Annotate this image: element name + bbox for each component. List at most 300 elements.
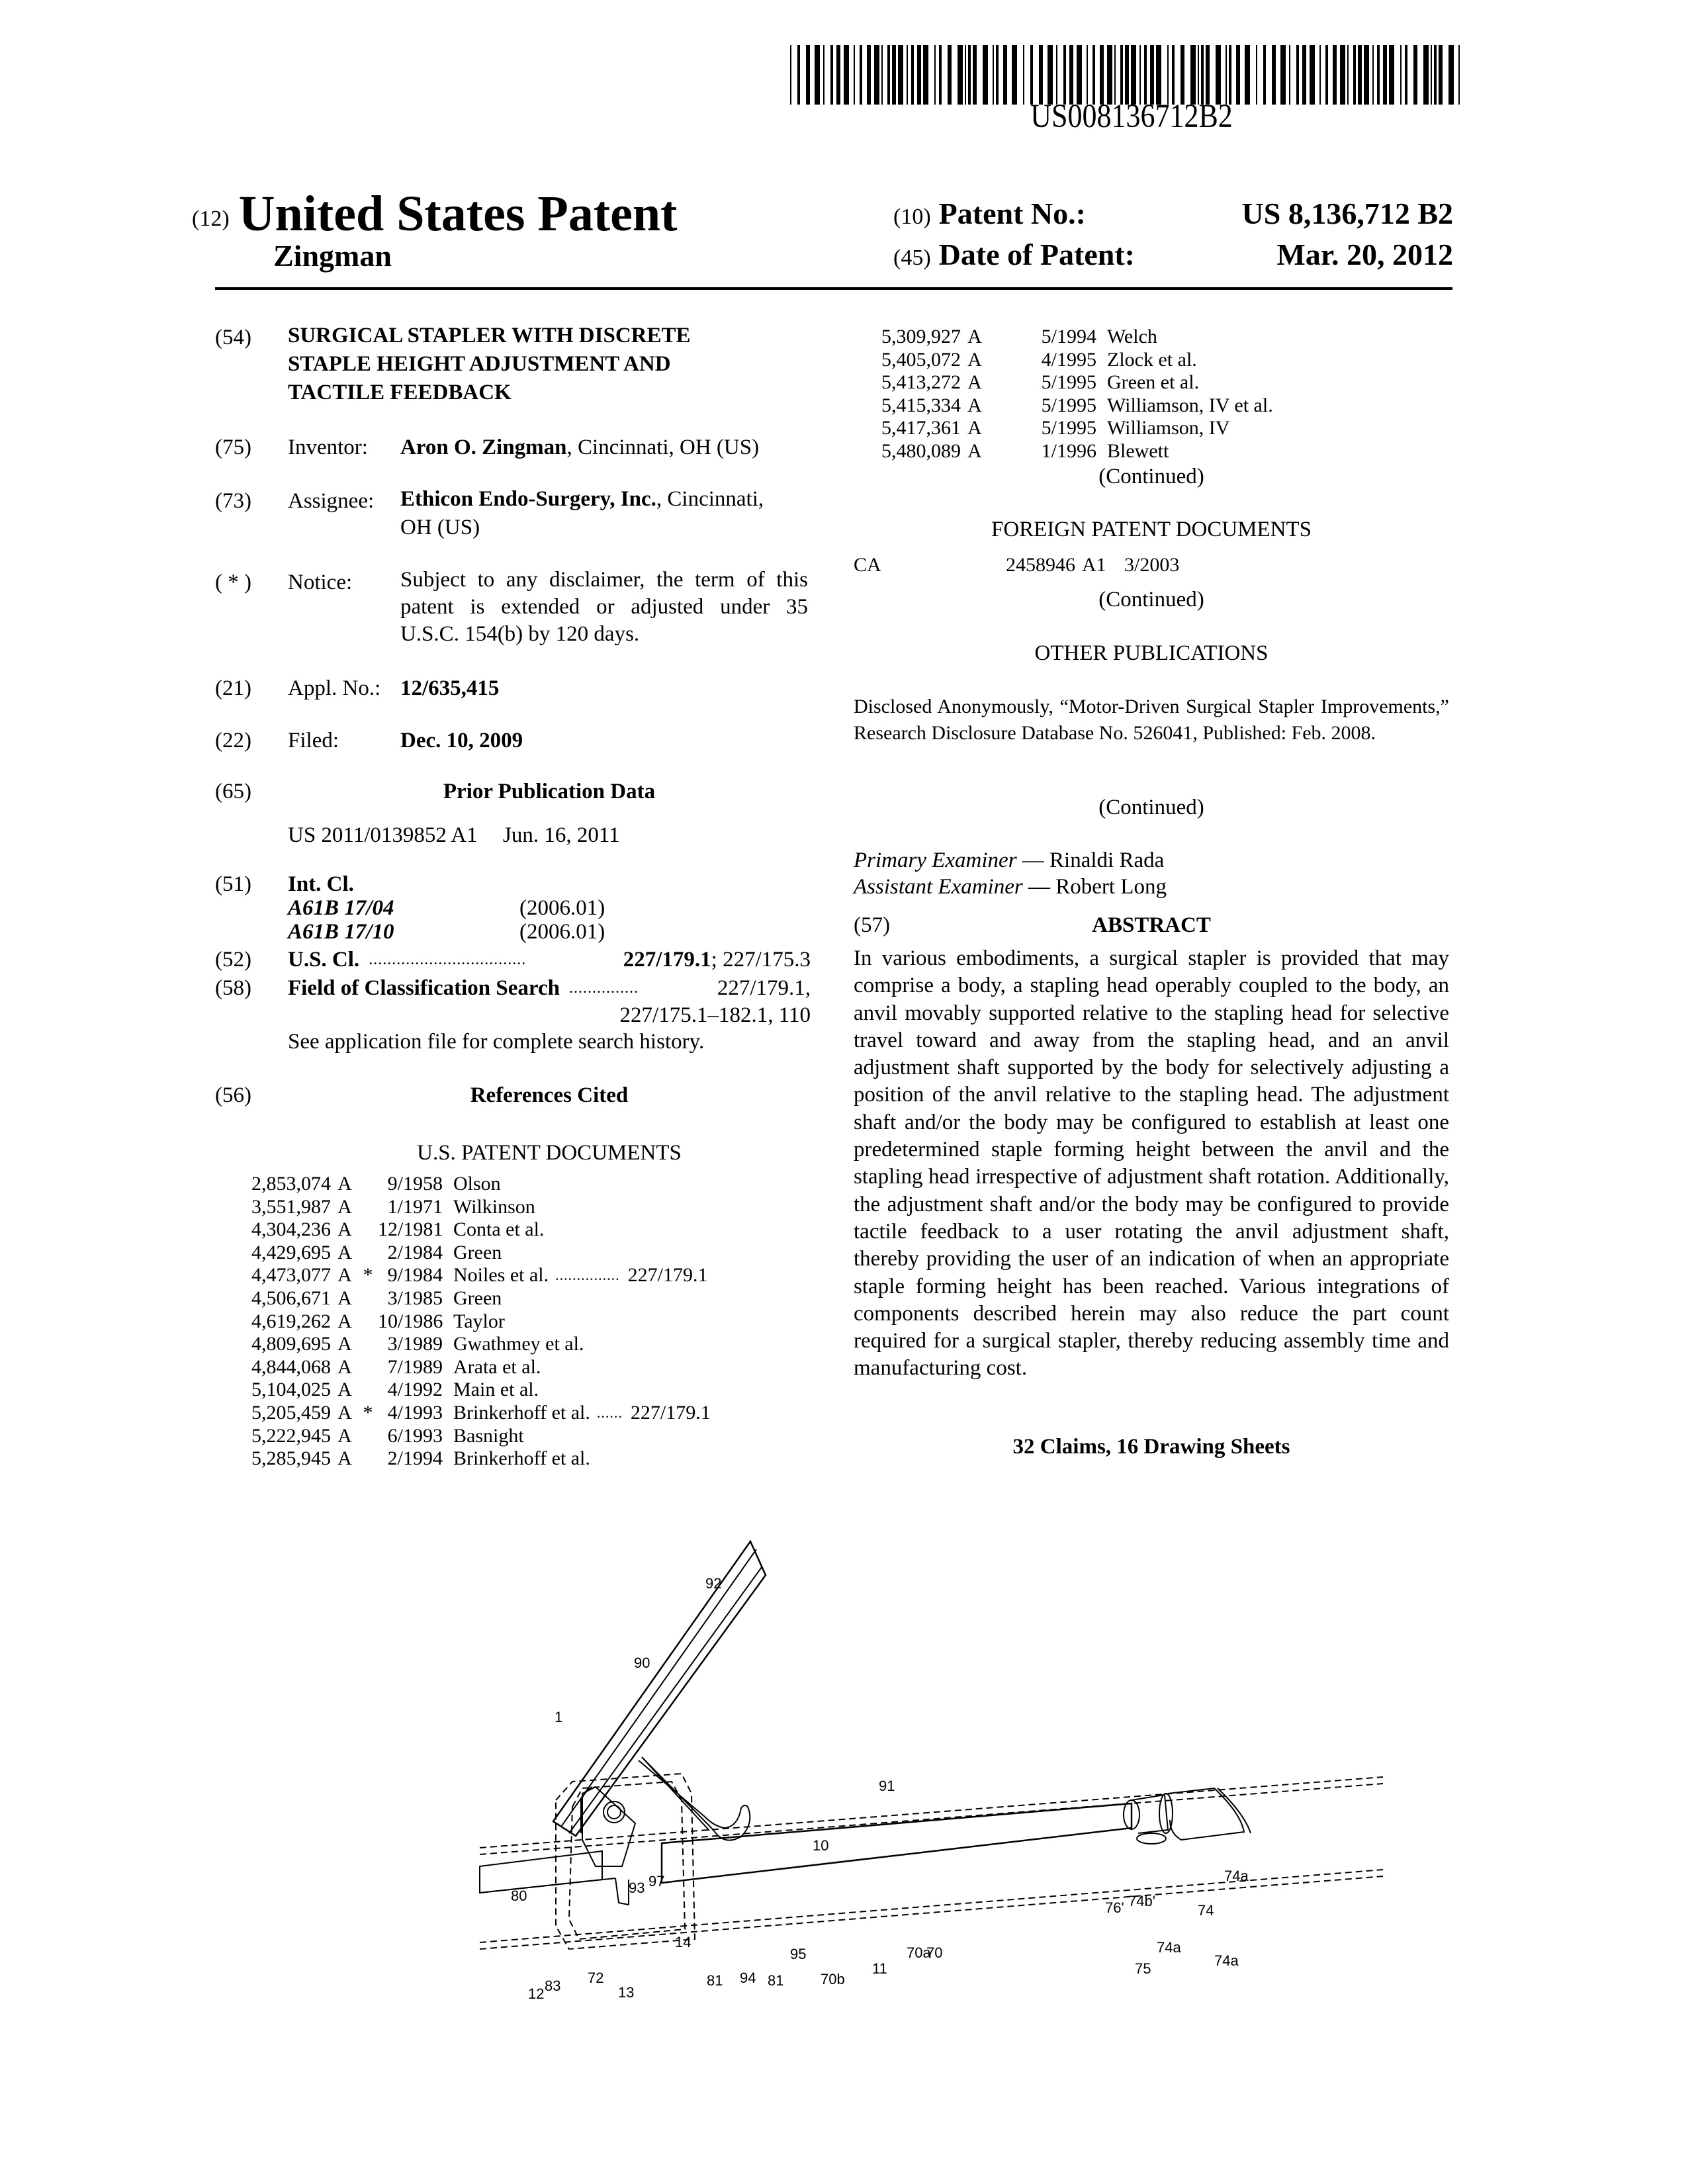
barcode-bar [1107,45,1112,105]
patent-number: 3,551,987 [251,1195,331,1218]
inventor-surname: Zingman [273,239,392,273]
barcode-bar [996,45,999,105]
inid-code: (75) [215,435,251,459]
field-search-label: Field of Classification Search [288,976,560,1000]
barcode-bar [1439,45,1443,105]
kind-code: A [337,1264,352,1287]
barcode-bar [1245,45,1250,105]
application-number-section [215,675,499,702]
barcode-bar [790,45,791,105]
barcode-bar [1383,45,1387,105]
us-patent-documents-list-continued [881,326,1273,463]
reference-numeral: 83 [545,1978,561,1994]
reference-row [251,1242,711,1265]
notice-section [215,569,808,648]
assistant-examiner-name: — Robert Long [1022,875,1167,899]
primary-examiner-name: — Rinaldi Rada [1016,848,1165,872]
reference-date: 1/1971 [387,1195,443,1218]
document-type-title [192,185,677,243]
barcode-bar [958,45,963,105]
inventor-label: Inventor: [288,435,368,459]
reference-inventor: Arata et al. [453,1355,541,1378]
barcode-bar [1181,45,1184,105]
title-line: TACTILE FEEDBACK [288,381,512,404]
barcode-bar [1048,45,1053,105]
spacer [988,371,1032,394]
spacer [988,417,1032,440]
reference-numeral: 70 [926,1944,943,1961]
reference-numeral: 93 [629,1880,645,1896]
abstract-heading: ABSTRACT [1092,913,1211,937]
reference-inventor: Blewett [1107,439,1169,462]
reference-numeral: 92 [705,1575,722,1592]
reference-inventor: Conta et al. [453,1218,545,1241]
kind-code: A [337,1379,352,1401]
reference-date: 5/1994 [1041,326,1096,347]
cited-by-examiner-mark [358,1447,378,1471]
us-docs-heading: U.S. PATENT DOCUMENTS [417,1141,682,1165]
reference-date: 7/1989 [387,1355,443,1378]
inid-code: (52) [215,948,251,972]
barcode-bar [965,45,966,105]
barcode-bar [887,45,890,105]
reference-row [251,1356,711,1379]
stapler-figure [463,1522,1443,2091]
int-cl-label: Int. Cl. [288,872,354,896]
reference-inventor: Welch [1107,326,1157,347]
barcode-bar [1319,45,1321,105]
barcode-bar [973,45,977,105]
prior-publication-section [215,778,811,805]
reference-class: 227/179.1 [627,1264,708,1287]
lever [581,1757,750,1841]
inid-code: (10) [893,205,931,229]
kind-code: A [967,439,982,462]
barcode-bar [1190,45,1196,105]
prior-publication-number: US 2011/0139852 A1 [288,823,478,847]
kind-code: A [967,371,982,394]
barcode-bar [968,45,971,105]
barcode-bar [1372,45,1374,105]
reference-numeral: 12 [528,1985,545,2002]
barcode-bar [823,45,825,105]
reference-numeral: 95 [790,1946,807,1962]
assignee-name: Ethicon Endo-Surgery, Inc. [400,487,656,511]
reference-numeral: 1 [555,1709,563,1725]
kind-code: A [337,1195,352,1218]
inventor-location: , Cincinnati, OH (US) [566,435,760,459]
patent-number: 5,417,361 [881,417,961,439]
barcode-bar [1198,45,1199,105]
inid-code: (21) [215,676,251,700]
barcode-bar [1114,45,1116,105]
reference-inventor: Zlock et al. [1107,348,1197,371]
barcode-bar [1131,45,1136,105]
reference-row [251,1379,711,1402]
title-text: United States Patent [238,186,678,242]
kind-code: A [337,1173,352,1195]
search-history-note: See application file for complete search history. [288,1030,705,1054]
continued-note[interactable]: (Continued) [1098,588,1204,612]
barcode-bar [1236,45,1240,105]
patent-number: 5,285,945 [251,1447,331,1470]
other-publication: Disclosed Anonymously, “Motor-Driven Surgical Stapler Improvements,” Research Disclosure Database No. 526041, Published: Feb. 2008. [854,696,1449,744]
reference-date: 1/1996 [1041,439,1096,462]
reference-inventor: Williamson, IV [1107,417,1230,439]
int-cl-code: A61B 17/10 [288,920,394,944]
cited-by-examiner-mark [358,1173,378,1196]
reference-inventor: Basnight [453,1424,524,1447]
reference-numeral: 91 [879,1778,895,1794]
field-search-section [215,975,811,1002]
anvil-shaft [480,1851,629,1905]
reference-row [251,1310,711,1334]
barcode-bar [1201,45,1204,105]
reference-date: 4/1995 [1041,348,1096,371]
pivot-pin [582,1787,635,1866]
barcode-bar [1229,45,1231,105]
reference-date: 9/1958 [387,1173,443,1195]
kind-code: A [337,1333,352,1355]
barcode-bar [1263,45,1266,105]
barcode-bar [907,45,908,105]
reference-inventor: Williamson, IV et al. [1107,394,1273,416]
patent-number: 2,853,074 [251,1173,331,1195]
reference-date: 6/1993 [387,1424,443,1447]
title-line: SURGICAL STAPLER WITH DISCRETE [288,324,691,347]
reference-row [881,371,1273,394]
reference-inventor: Noiles et al. [453,1264,549,1287]
reference-date: 5/1995 [1041,394,1096,416]
reference-date: 2/1994 [387,1447,443,1470]
foreign-doc-row [854,553,1449,578]
barcode-bar [1272,45,1276,105]
reference-inventor: Brinkerhoff et al. [453,1401,590,1424]
barcode-bar [1358,45,1362,105]
barcode-bar [874,45,879,105]
inid-code: (54) [215,326,251,349]
barcode-bar [917,45,921,105]
barcode-bar [830,45,833,105]
reference-date: 5/1995 [1041,417,1096,439]
reference-numeral: 90 [634,1655,650,1671]
foreign-country: CA [854,554,881,576]
barcode-bar [1353,45,1356,105]
other-publications-heading: OTHER PUBLICATIONS [1034,641,1269,665]
leader-dots: ...... [596,1404,623,1421]
patent-drawing [463,1522,1443,2091]
reference-date: 4/1993 [387,1401,443,1424]
assignee-location: OH (US) [400,516,480,539]
filed-label: Filed: [288,729,339,752]
barcode-bar [1280,45,1286,105]
kind-code: A [967,326,982,347]
reference-numeral: 97 [648,1873,665,1889]
leader-dots: .................................. [369,951,527,969]
barcode-bar [1364,45,1369,105]
barcode-bar [1302,45,1306,105]
patent-number: 5,309,927 [881,326,961,347]
kind-code: A [337,1287,352,1309]
barcode-bar [948,45,952,105]
barcode-bar [1289,45,1290,105]
barcode-bar [1434,45,1437,105]
primary-examiner-label: Primary Examiner [854,848,1017,872]
spacer [988,440,1032,463]
barcode-bar [815,45,820,105]
barcode-bar [867,45,871,105]
kind-code: A [337,1447,352,1470]
inid-code: ( * ) [215,570,251,594]
patent-number: 4,619,262 [251,1310,331,1332]
filed-section [215,727,523,754]
patent-number: 4,506,671 [251,1287,331,1309]
date-row [893,237,1453,272]
reference-numeral: 74b' [1128,1893,1155,1909]
foreign-kind: A1 [1082,554,1106,576]
barcode-bar [854,45,855,105]
appl-label: Appl. No.: [288,676,381,700]
int-cl-version: (2006.01) [519,896,605,920]
barcode-text: US008136712B2 [1030,97,1233,135]
notice-label: Notice: [288,570,353,594]
reference-numeral: 74 [1198,1902,1214,1919]
barcode-bar [806,45,810,105]
reference-row [251,1425,711,1448]
reference-date: 5/1995 [1041,371,1096,394]
barcode-bar [993,45,994,105]
reference-numeral: 81 [707,1972,723,1989]
cited-by-examiner-mark [358,1242,378,1265]
inventor-section [215,434,759,461]
field-search-value: 227/179.1, [717,976,811,1000]
barcode-bar [1389,45,1394,105]
foreign-docs-heading: FOREIGN PATENT DOCUMENTS [991,518,1312,541]
notice-line: patent is extended or adjusted under 35 [400,595,808,619]
reference-numeral: 74a [1214,1952,1239,1969]
barcode-bar [1400,45,1402,105]
barcode-bar [1023,45,1024,105]
int-cl-version: (2006.01) [519,920,605,944]
barcode-bar [1144,45,1147,105]
field-search-note [288,1028,704,1056]
kind-code: A [967,348,982,371]
barcode-bar [1449,45,1454,105]
references-heading: References Cited [470,1083,629,1107]
prior-publication-heading: Prior Publication Data [443,780,656,803]
us-cl-primary: 227/179.1 [623,948,711,972]
barcode-bar [1226,45,1227,105]
inid-code: (12) [192,206,230,231]
reference-numeral: 11 [872,1960,887,1977]
cited-by-examiner-mark [358,1333,378,1356]
continued-note[interactable]: (Continued) [1098,465,1204,488]
appl-number: 12/635,415 [400,676,500,700]
barcode-bar [1216,45,1221,105]
reference-row [881,326,1273,349]
barcode-bar [1325,45,1328,105]
reference-row [881,440,1273,463]
reference-row [881,394,1273,418]
barcode-bar [1030,45,1033,105]
cited-by-examiner-mark [358,1196,378,1219]
barcode-bar [1296,45,1299,105]
patent-number-label: Patent No.: [938,197,1086,230]
barcode-bar [1167,45,1169,105]
abstract-text: In various embodiments, a surgical stapler is provided that may comprise a body, a stapling head operably coupled to the body, an anvil movably supported relative to the stapling head for selective travel toward and away from the stapling head, and an anvil adjustment shaft supported by the body for selectively adjusting a position of the anvil relative to the stapling head. The adjustment shaft and/or the body may be configured to establish at least one predetermined staple forming height between the anvil and the stapling head irrespective of adjustment shaft rotation. Additionally, the adjustment shaft and/or the body may be configured to provide tactile feedback to a user rotating the anvil adjustment shaft, thereby providing the user of an indication of when an appropriate staple forming height has been reached. Various integrations of components described herein may also reduce the part count required for a surgical stapler, thereby reducing assembly time and manufacturing cost. [854,946,1449,1381]
reference-numeral: 76' [1105,1899,1124,1916]
reference-date: 9/1984 [387,1264,443,1287]
barcode-bar [983,45,988,105]
leader-dots: ............... [555,1267,620,1284]
prior-publication-date: Jun. 16, 2011 [503,823,620,847]
reference-row [251,1333,711,1356]
barcode-bar [1431,45,1432,105]
inventor-name: Aron O. Zingman [400,435,567,459]
barcode-bar [1003,45,1007,105]
reference-numeral: 70b [821,1971,845,1987]
reference-numeral: 75 [1135,1960,1151,1977]
us-patent-documents-list [251,1173,711,1471]
reference-inventor: Taylor [453,1310,505,1332]
cited-by-examiner-mark [358,1356,378,1379]
field-search-row [215,1002,811,1029]
barcode-bar [797,45,800,105]
reference-date: 12/1981 [378,1218,443,1241]
reference-row [251,1196,711,1219]
barcode-bar [1100,45,1104,105]
notice-text [400,567,808,648]
patent-number: 4,429,695 [251,1241,331,1263]
barcode-bar [1206,45,1210,105]
inid-code: (65) [215,780,251,803]
inid-code: (45) [893,246,931,270]
notice-line: Subject to any disclaimer, the term of this [400,568,808,592]
reference-numeral: 80 [511,1888,527,1904]
barcode-bar [1413,45,1417,105]
barcode-bar [1012,45,1017,105]
barcode-bar [939,45,942,105]
assignee-location: , Cincinnati, [656,487,764,511]
barcode-bar [1069,45,1073,105]
reference-date: 4/1992 [387,1379,443,1401]
barcode-bar [934,45,936,105]
barcode-bar [1458,45,1460,105]
foreign-date: 3/2003 [1124,554,1180,576]
reference-date: 3/1985 [387,1287,443,1309]
kind-code: A [337,1355,352,1378]
title-line: STAPLE HEIGHT ADJUSTMENT AND [288,352,671,376]
kind-code: A [967,417,982,439]
kind-code: A [337,1218,352,1241]
reference-numeral: 72 [588,1970,604,1986]
continued-note[interactable]: (Continued) [1098,796,1204,819]
reference-numeral: 13 [618,1984,635,2001]
cited-by-examiner-mark [358,1425,378,1448]
barcode-bar [1256,45,1257,105]
patent-number: 5,413,272 [881,371,961,394]
patent-number: 5,415,334 [881,394,961,416]
kind-code: A [337,1241,352,1263]
reference-row [251,1447,711,1471]
kind-code: A [337,1401,352,1424]
barcode-bar [1087,45,1088,105]
barcode-bar [1077,45,1082,105]
patent-date: Mar. 20, 2012 [1276,238,1453,271]
invention-title [288,322,691,407]
patent-number: 5,405,072 [881,348,961,371]
patent-number: 5,222,945 [251,1424,331,1447]
reference-row [881,349,1273,372]
barcode-bar [1347,45,1349,105]
inid-code: (56) [215,1083,251,1107]
reference-inventor: Gwathmey et al. [453,1333,584,1355]
barcode-bar [1063,45,1066,105]
barcode-bar [1333,45,1337,105]
reference-class: 227/179.1 [630,1401,711,1424]
inid-code: (22) [215,729,251,752]
reference-row [881,417,1273,440]
adjustment-shaft [662,1788,1251,1883]
barcode-bar [1150,45,1154,105]
claims-count: 32 Claims, 16 Drawing Sheets [1012,1435,1290,1459]
reference-inventor: Brinkerhoff et al. [453,1447,590,1470]
barcode-bar [1092,45,1095,105]
us-cl-secondary: ; 227/175.3 [711,948,811,972]
int-cl-row [288,919,605,946]
reference-inventor: Green [453,1241,502,1263]
leader-dots: ............... [568,979,639,997]
barcode-bar [1423,45,1429,105]
primary-examiner [854,847,1164,874]
us-cl-label: U.S. Cl. [288,948,360,972]
filed-date: Dec. 10, 2009 [400,729,523,752]
cited-by-examiner-mark: * [363,1264,373,1287]
cited-by-examiner-mark [358,1379,378,1402]
patent-number: 5,480,089 [881,439,961,462]
cited-by-examiner-mark: * [363,1401,373,1424]
header-rule [215,287,1452,290]
barcode-bar [1405,45,1407,105]
reference-inventor: Wilkinson [453,1195,535,1218]
inid-code: (58) [215,976,251,1000]
inid-code: (51) [215,872,251,896]
reference-date: 10/1986 [378,1310,443,1332]
reference-numeral: 14 [675,1934,691,1950]
kind-code: A [337,1424,352,1447]
patent-number-row [893,196,1453,231]
assignee-section [215,488,764,542]
barcode-bar [860,45,862,105]
reference-inventor: Green [453,1287,502,1309]
body-outline [480,1774,1383,1949]
reference-date: 3/1989 [387,1333,443,1355]
patent-number: 5,205,459 [251,1401,331,1424]
spacer [988,349,1032,372]
barcode-bar [1056,45,1057,105]
barcode-bar [892,45,896,105]
barcode-bar [836,45,840,105]
title-section [215,324,691,407]
kind-code: A [967,394,982,416]
reference-inventor: Olson [453,1173,501,1195]
references-section [215,1082,811,1109]
patent-number: 4,473,077 [251,1264,331,1287]
reference-numeral: 10 [813,1837,829,1854]
barcode-bar [1156,45,1161,105]
notice-line: U.S.C. 154(b) by 120 days. [400,622,640,646]
barcode-bar [1139,45,1141,105]
